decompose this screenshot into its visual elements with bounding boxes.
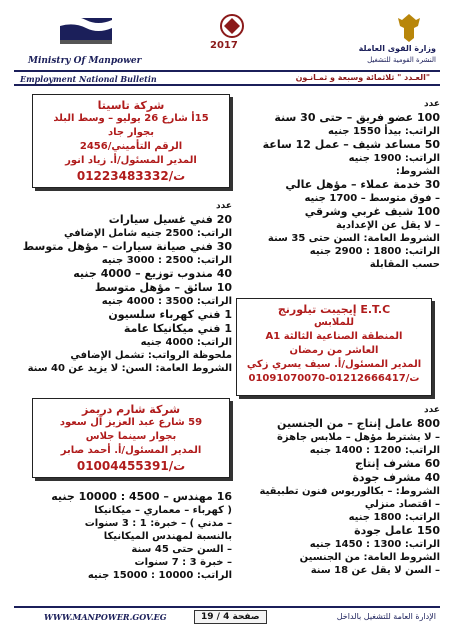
list-item: 20 فني غسيل سيارات [108,213,232,226]
job-listing-left-mid [22,200,232,375]
list-item: 1 فني كهرباء سلسيون [108,308,232,321]
manager-name: المدير المسئول/أ. سيف يسري زكي [246,359,422,370]
page-number: صفحة 4 / 19 [194,610,267,624]
ministry-flag-logo-icon [56,14,116,48]
company-activity: للملابس [313,317,355,328]
company-box-etc [236,298,432,396]
list-item: الراتب: 1800 جنيه [348,512,440,523]
list-item: 100 شيف غربي وشرقي [304,205,440,218]
company-address: المنطقة الصناعية الثالثة A1 [265,331,403,342]
list-item: 100 عضو فريق – حتى 30 سنة [274,111,440,124]
list-item: 60 مشرف إنتاج [354,457,440,470]
list-item: – السن حتى 45 سنة [131,544,232,555]
list-item: 30 خدمة عملاء – مؤهل عالي [285,178,440,191]
company-city: العاشر من رمضان [289,345,379,356]
list-item: 40 مشرف جودة [352,471,440,484]
manager-name: المدير المسئول/أ. أحمد صابر [60,445,202,456]
list-item: ملحوظة الرواتب: تشمل الإضافي [70,350,232,361]
list-item: – فوق متوسط – 1700 جنيه [304,193,440,204]
company-landmark: بجوار جاد [108,127,154,138]
list-item: عدد [424,405,440,415]
job-listing-right-bottom [238,404,440,577]
list-item: الشروط العامة: من الجنسين [299,552,440,563]
list-item: 10 سائق – مؤهل متوسط [94,281,232,294]
list-item: الراتب: 1800 : 2900 جنيه [309,246,440,257]
page-header [14,10,440,86]
department-name: الإدارة العامة للتشغيل بالداخل [336,612,436,621]
company-landmark: بجوار سينما جلاس [85,431,177,442]
company-phone: ت/01212666417-01091070070 [248,373,420,384]
list-item: – السن لا يقل عن 18 سنة [310,565,440,576]
list-item: الراتب: 3500 : 4000 جنيه [101,296,232,307]
company-phone: ت/01004455391 [76,459,186,473]
list-item: الراتب: 2500 جنيه شامل الإضافي [63,228,232,239]
eagle-emblem-icon [396,12,422,44]
issue-number: العـدد " ثلاثمائة وسبعة و ثمـانـون" [295,73,430,82]
ministry-name-ar: وزارة القوى العاملة [358,44,436,53]
list-item: 800 عامل إنتاج – من الجنسين [277,417,440,430]
company-box-tasita [32,94,230,188]
list-item: 1 فني ميكانيكا عامة [123,322,232,335]
ministry-name-en: Ministry Of Manpower [28,56,142,66]
list-item: – اقتصاد منزلي [364,499,440,510]
list-item: الشروط: – بكالوريوس فنون تطبيقية [259,486,440,497]
list-item: الراتب: 1300 : 1450 جنيه [309,539,440,550]
list-item: الشروط: [395,166,440,177]
company-name: E.T.C إيجيبت تيلورنج [277,303,391,316]
page-footer [14,606,440,628]
bulletin-name-ar: النشرة القومية للتشغيل [367,56,436,64]
list-item: الشروط العامة: السن: لا يزيد عن 40 سنة [27,363,232,374]
header-bar [14,70,440,86]
company-name: شركة تاسيتا [97,99,165,112]
year-label: 2017 [210,40,238,51]
list-item: ( كهرباء – معماري – ميكانيكا [94,505,232,516]
bulletin-name-en: Employment National Bulletin [20,74,157,84]
company-address: 59 شارع عبد العزيز آل سعود [59,417,203,428]
list-item: 30 فني صيانة سيارات – مؤهل متوسط [22,240,232,253]
list-item: 40 مندوب توزيع – 4000 جنيه [73,267,232,280]
list-item: بالنسبة لمهندس الميكانيكا [103,531,232,542]
list-item: الراتب: 10000 : 15000 جنيه [87,570,232,581]
list-item: – خبرة 3 : 7 سنوات [134,557,232,568]
list-item: الراتب: 4000 جنيه [140,337,232,348]
job-listing-right-top [238,98,440,271]
list-item: – لا يشترط مؤهل – ملابس جاهزة [277,432,440,443]
list-item: – مدني ) – خبرة: 1 : 3 سنوات [84,518,232,529]
company-box-sharm-dreams [32,398,230,478]
company-address: 15أ شارع 26 يوليو – وسط البلد [53,113,209,124]
insurance-number: الرقم التأميني/2456 [79,141,183,152]
list-item: الراتب: بيدأ 1550 جنيه [328,126,440,137]
list-item: حسب المقابلة [369,259,440,270]
list-item: الراتب: 2500 : 3000 جنيه [101,255,232,266]
website-link[interactable]: WWW.MANPOWER.GOV.EG [44,612,167,622]
company-phone: ت/01223483332 [76,169,186,183]
job-listing-left-bottom [26,490,232,582]
list-item: 50 مساعد شيف – عمل 12 ساعة [262,138,440,151]
list-item: عدد [216,201,232,211]
bulletin-page [14,10,440,630]
company-name: شركة شارم دريمز [81,403,181,416]
list-item: – لا يقل عن الإعدادية [336,220,440,231]
list-item: الشروط العامة: السن حتى 35 سنة [267,233,440,244]
manager-name: المدير المسئول/أ. زياد انور [65,155,197,166]
list-item: 150 عامل جودة [354,524,440,537]
list-item: عدد [424,99,440,109]
list-item: 16 مهندس – 4500 : 10000 جنيه [51,490,232,503]
list-item: الراتب: 1900 جنيه [348,153,440,164]
list-item: الراتب: 1200 : 1400 جنيه [309,445,440,456]
